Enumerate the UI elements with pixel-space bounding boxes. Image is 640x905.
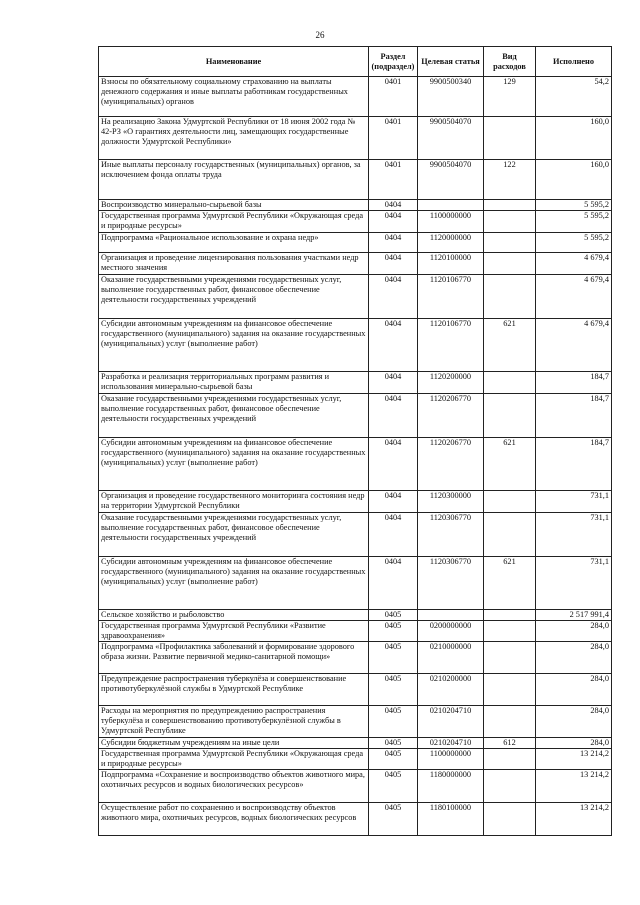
table-row (99, 642, 612, 674)
page-number: 26 (315, 30, 325, 40)
cell-article: 9900504070 (418, 117, 484, 160)
table-row (99, 77, 612, 117)
cell-section: 0404 (369, 200, 418, 211)
cell-section: 0405 (369, 803, 418, 836)
cell-expense-type (484, 394, 536, 438)
cell-name: Субсидии бюджетным учреждениям на иные цели (99, 738, 369, 749)
cell-name: На реализацию Закона Удмуртской Республики от 18 июня 2002 года № 42-РЗ «О гарантиях деятельности лиц, замещающих государственные должности Удмуртской Республики» (99, 117, 369, 160)
cell-expense-type: 122 (484, 160, 536, 200)
cell-expense-type (484, 372, 536, 394)
table-row (99, 621, 612, 642)
cell-expense-type (484, 610, 536, 621)
cell-article (418, 200, 484, 211)
cell-name: Субсидии автономным учреждениям на финансовое обеспечение государственного (муниципального) задания на оказание государственных (муниципальных) услуг (выполнение работ) (99, 319, 369, 372)
table-row (99, 770, 612, 803)
cell-expense-type (484, 117, 536, 160)
budget-table (98, 46, 612, 836)
cell-section: 0405 (369, 706, 418, 738)
cell-section: 0401 (369, 160, 418, 200)
cell-expense-type: 612 (484, 738, 536, 749)
cell-section: 0401 (369, 117, 418, 160)
cell-article: 1120106770 (418, 319, 484, 372)
cell-done: 284,0 (536, 674, 612, 706)
cell-section: 0404 (369, 372, 418, 394)
table-row (99, 394, 612, 438)
cell-done: 284,0 (536, 621, 612, 642)
cell-done: 160,0 (536, 160, 612, 200)
cell-expense-type (484, 200, 536, 211)
cell-expense-type: 621 (484, 557, 536, 610)
table-row (99, 275, 612, 319)
cell-name: Воспроизводство минерально-сырьевой базы (99, 200, 369, 211)
cell-section: 0405 (369, 621, 418, 642)
cell-expense-type (484, 674, 536, 706)
cell-name: Иные выплаты персоналу государственных (муниципальных) органов, за исключением фонда оплаты труда (99, 160, 369, 200)
table-body (99, 77, 612, 836)
cell-section: 0401 (369, 77, 418, 117)
cell-expense-type: 621 (484, 438, 536, 491)
cell-article: 1120000000 (418, 233, 484, 253)
cell-expense-type (484, 749, 536, 770)
header-name: Наименование (99, 47, 369, 77)
cell-article: 1180000000 (418, 770, 484, 803)
cell-done: 13 214,2 (536, 770, 612, 803)
cell-done: 13 214,2 (536, 749, 612, 770)
cell-done: 731,1 (536, 557, 612, 610)
cell-done: 5 595,2 (536, 233, 612, 253)
table-row (99, 513, 612, 557)
cell-section: 0404 (369, 275, 418, 319)
cell-section: 0404 (369, 253, 418, 275)
cell-done: 13 214,2 (536, 803, 612, 836)
table-row (99, 253, 612, 275)
cell-section: 0404 (369, 211, 418, 233)
cell-name: Предупреждение распространения туберкулёза и совершенствование противотуберкулёзной службы в Удмуртской Республике (99, 674, 369, 706)
cell-section: 0404 (369, 513, 418, 557)
table-row (99, 319, 612, 372)
cell-article: 0210204710 (418, 738, 484, 749)
cell-article: 1120306770 (418, 557, 484, 610)
table-row (99, 233, 612, 253)
cell-article: 1120206770 (418, 438, 484, 491)
cell-name: Подпрограмма «Сохранение и воспроизводство объектов животного мира, охотничьих ресурсов и водных биологических ресурсов» (99, 770, 369, 803)
cell-name: Взносы по обязательному социальному страхованию на выплаты денежного содержания и иные выплаты работникам государственных (муниципальных) органов (99, 77, 369, 117)
cell-article: 1100000000 (418, 749, 484, 770)
cell-name: Осуществление работ по сохранению и воспроизводству объектов животного мира, охотничьих ресурсов, водных биологических ресурсов (99, 803, 369, 836)
table-row (99, 438, 612, 491)
cell-expense-type (484, 513, 536, 557)
table-row (99, 803, 612, 836)
cell-name: Расходы на мероприятия по предупреждению распространения туберкулёза и совершенствованию противотуберкулёзной службы в Удмуртской Республике (99, 706, 369, 738)
cell-section: 0404 (369, 491, 418, 513)
table-row (99, 117, 612, 160)
cell-name: Подпрограмма «Рациональное использование и охрана недр» (99, 233, 369, 253)
cell-section: 0405 (369, 610, 418, 621)
table-row (99, 160, 612, 200)
cell-done: 731,1 (536, 491, 612, 513)
cell-section: 0404 (369, 557, 418, 610)
cell-done: 184,7 (536, 394, 612, 438)
cell-done: 184,7 (536, 372, 612, 394)
cell-done: 731,1 (536, 513, 612, 557)
cell-expense-type (484, 642, 536, 674)
cell-name: Оказание государственными учреждениями государственных услуг, выполнение государственных работ, финансовое обеспечение деятельности государственных учреждений (99, 275, 369, 319)
cell-expense-type (484, 211, 536, 233)
table-row (99, 749, 612, 770)
cell-section: 0404 (369, 233, 418, 253)
cell-done: 2 517 991,4 (536, 610, 612, 621)
cell-name: Субсидии автономным учреждениям на финансовое обеспечение государственного (муниципального) задания на оказание государственных (муниципальных) услуг (выполнение работ) (99, 438, 369, 491)
table-row (99, 200, 612, 211)
table-row (99, 610, 612, 621)
cell-name: Государственная программа Удмуртской Республики «Развитие здравоохранения» (99, 621, 369, 642)
cell-name: Сельское хозяйство и рыболовство (99, 610, 369, 621)
cell-done: 284,0 (536, 642, 612, 674)
cell-article: 1180100000 (418, 803, 484, 836)
cell-article: 0210000000 (418, 642, 484, 674)
table-row (99, 211, 612, 233)
cell-expense-type (484, 770, 536, 803)
cell-done: 4 679,4 (536, 275, 612, 319)
cell-done: 4 679,4 (536, 253, 612, 275)
cell-done: 184,7 (536, 438, 612, 491)
cell-name: Подпрограмма «Профилактика заболеваний и формирование здорового образа жизни. Развитие первичной медико-санитарной помощи» (99, 642, 369, 674)
cell-name: Государственная программа Удмуртской Республики «Окружающая среда и природные ресурсы» (99, 749, 369, 770)
cell-article: 1100000000 (418, 211, 484, 233)
cell-article: 9900504070 (418, 160, 484, 200)
cell-done: 284,0 (536, 706, 612, 738)
cell-expense-type (484, 253, 536, 275)
cell-name: Оказание государственными учреждениями государственных услуг, выполнение государственных работ, финансовое обеспечение деятельности государственных учреждений (99, 513, 369, 557)
cell-expense-type (484, 275, 536, 319)
cell-section: 0405 (369, 642, 418, 674)
cell-article (418, 610, 484, 621)
cell-expense-type (484, 803, 536, 836)
table-row (99, 372, 612, 394)
cell-done: 160,0 (536, 117, 612, 160)
table-row (99, 706, 612, 738)
cell-article: 1120106770 (418, 275, 484, 319)
cell-section: 0405 (369, 749, 418, 770)
cell-article: 1120200000 (418, 372, 484, 394)
cell-name: Организация и проведение государственного мониторинга состояния недр на территории Удмуртской Республики (99, 491, 369, 513)
table-row (99, 738, 612, 749)
cell-article: 1120306770 (418, 513, 484, 557)
cell-name: Оказание государственными учреждениями государственных услуг, выполнение государственных работ, финансовое обеспечение деятельности государственных учреждений (99, 394, 369, 438)
table-row (99, 491, 612, 513)
cell-article: 1120206770 (418, 394, 484, 438)
header-section: Раздел (подраздел) (369, 47, 418, 77)
cell-done: 4 679,4 (536, 319, 612, 372)
header-expense-type: Вид расходов (484, 47, 536, 77)
cell-expense-type (484, 706, 536, 738)
cell-section: 0405 (369, 674, 418, 706)
cell-section: 0404 (369, 438, 418, 491)
cell-name: Разработка и реализация территориальных программ развития и использования минерально-сырьевой базы (99, 372, 369, 394)
cell-expense-type (484, 621, 536, 642)
cell-section: 0405 (369, 738, 418, 749)
cell-expense-type (484, 233, 536, 253)
cell-article: 0200000000 (418, 621, 484, 642)
cell-section: 0404 (369, 394, 418, 438)
cell-section: 0404 (369, 319, 418, 372)
header-done: Исполнено (536, 47, 612, 77)
cell-article: 0210204710 (418, 706, 484, 738)
table-row (99, 674, 612, 706)
table-row (99, 557, 612, 610)
cell-done: 5 595,2 (536, 211, 612, 233)
cell-done: 54,2 (536, 77, 612, 117)
cell-expense-type (484, 491, 536, 513)
cell-article: 9900500340 (418, 77, 484, 117)
cell-article: 0210200000 (418, 674, 484, 706)
cell-name: Государственная программа Удмуртской Республики «Окружающая среда и природные ресурсы» (99, 211, 369, 233)
header-article: Целевая статья (418, 47, 484, 77)
cell-done: 5 595,2 (536, 200, 612, 211)
cell-done: 284,0 (536, 738, 612, 749)
cell-expense-type: 621 (484, 319, 536, 372)
cell-section: 0405 (369, 770, 418, 803)
cell-article: 1120300000 (418, 491, 484, 513)
cell-name: Субсидии автономным учреждениям на финансовое обеспечение государственного (муниципального) задания на оказание государственных (муниципальных) услуг (выполнение работ) (99, 557, 369, 610)
cell-article: 1120100000 (418, 253, 484, 275)
table-header-row (99, 47, 612, 77)
cell-name: Организация и проведение лицензирования пользования участками недр местного значения (99, 253, 369, 275)
cell-expense-type: 129 (484, 77, 536, 117)
